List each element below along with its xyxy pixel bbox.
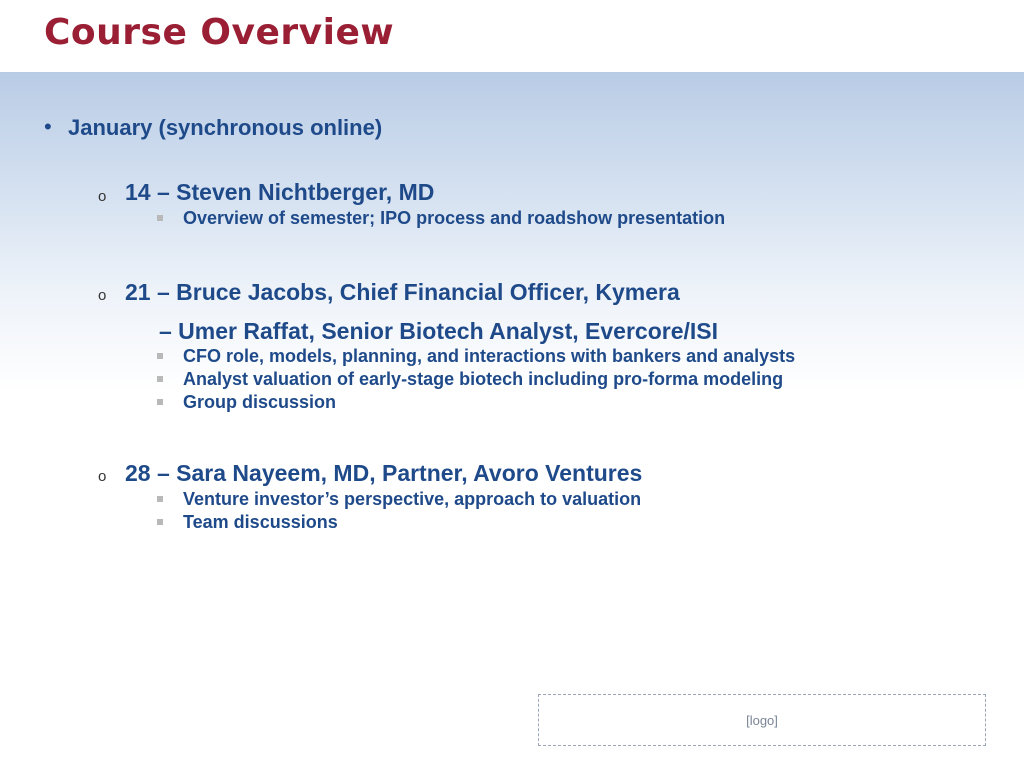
square-bullet-icon [157,519,163,525]
footer-logo-placeholder: [logo] [538,694,986,746]
session-heading-continuation: – Umer Raffat, Senior Biotech Analyst, Evercore/ISI [159,318,718,344]
square-bullet-icon [157,376,163,382]
bullet-dot-icon: • [44,114,52,139]
circle-bullet-icon: o [98,468,107,485]
title-bar [0,0,1024,72]
circle-bullet-icon: o [98,188,107,205]
session-heading: 21 – Bruce Jacobs, Chief Financial Officer, Kymera [125,279,680,305]
session-subpoint: CFO role, models, planning, and interactions with bankers and analysts [183,346,796,366]
slide-title: Course Overview [44,12,395,53]
square-bullet-icon [157,353,163,359]
session-subpoint: Venture investor’s perspective, approach to valuation [183,489,642,509]
session-subpoint: Group discussion [183,392,337,412]
session-heading: 14 – Steven Nichtberger, MD [125,179,435,205]
top-bullet-text: January (synchronous online) [68,115,383,140]
square-bullet-icon [157,399,163,405]
session-subpoint: Overview of semester; IPO process and roadshow presentation [183,208,726,228]
session-heading: 28 – Sara Nayeem, MD, Partner, Avoro Ventures [125,460,643,486]
square-bullet-icon [157,215,163,221]
content-area [0,72,1024,768]
session-subpoint: Team discussions [183,512,338,532]
square-bullet-icon [157,496,163,502]
session-subpoint: Analyst valuation of early-stage biotech including pro-forma modeling [183,369,784,389]
circle-bullet-icon: o [98,287,107,304]
